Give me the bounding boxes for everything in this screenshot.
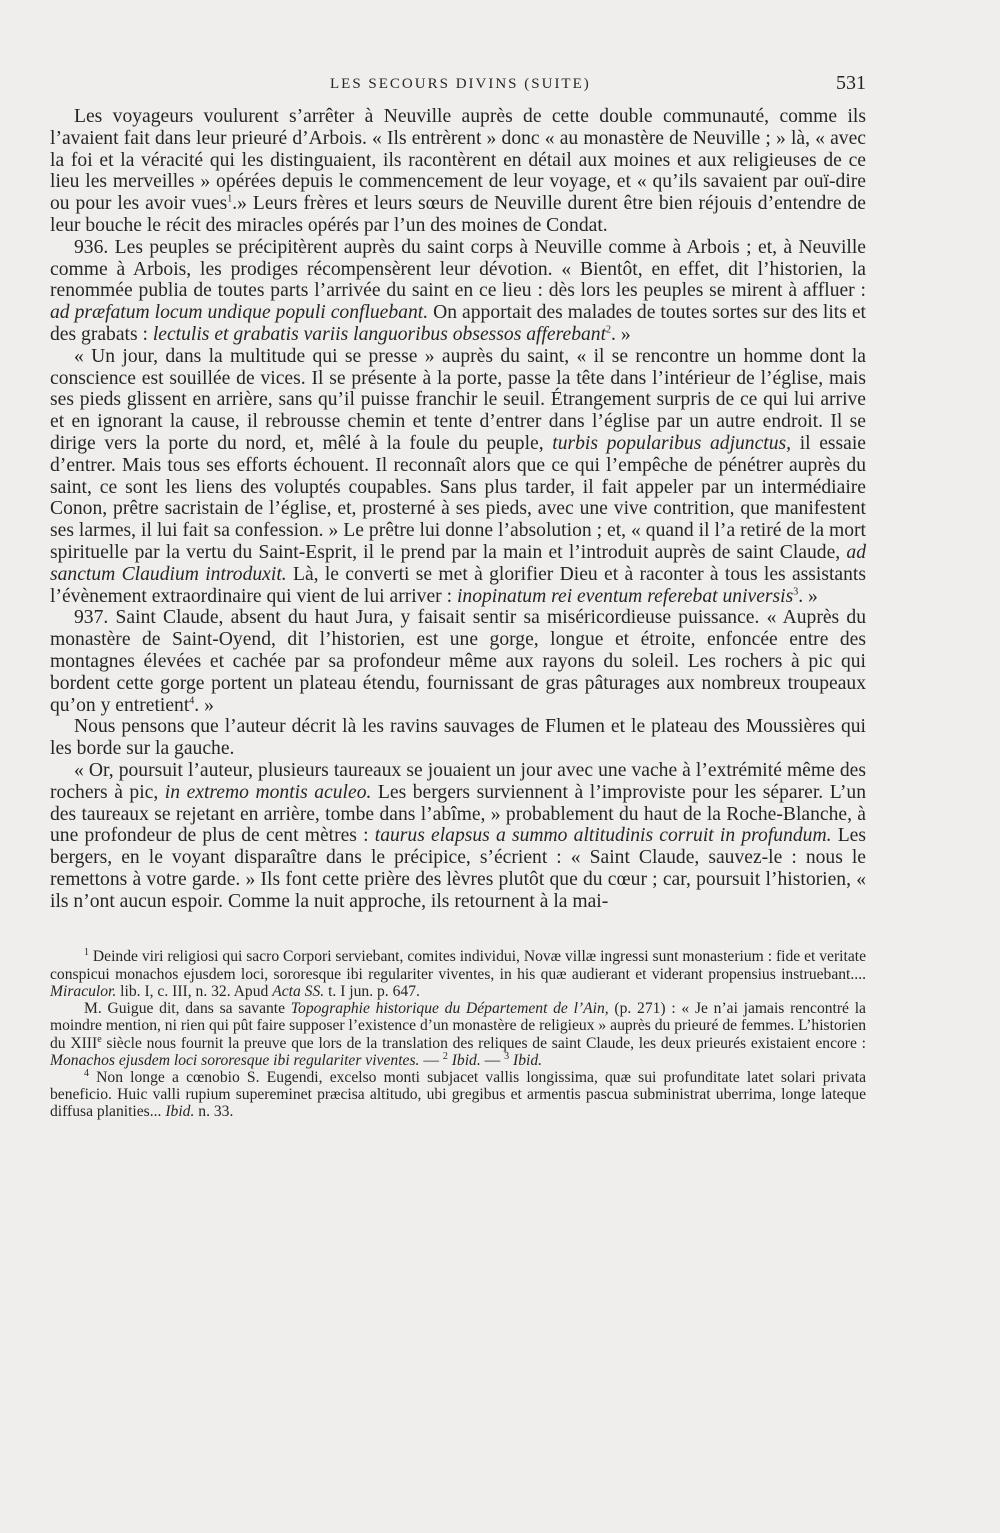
latin-quote: Ibid.: [165, 1103, 195, 1121]
footnotes: [50, 948, 866, 1120]
note-reference: 3: [504, 1050, 510, 1062]
running-head: [50, 70, 866, 106]
footnote: [50, 948, 866, 1000]
paragraph: [50, 106, 866, 237]
note-reference: 1: [227, 193, 233, 205]
text-run: Non longe a cœnobio S. Eugendi, excelso monti subjacet vallis longissima, quæ sui profunditate latet solari privata beneficio. Huic valli rupium supereminet præcisa altitudo, ubi gregibus et armentis pascua subministrat uberrima, longe lateque diffusa planities...: [50, 1068, 866, 1121]
note-reference: 2: [442, 1050, 448, 1062]
paragraph: [50, 760, 866, 913]
latin-quote: taurus elapsus a summo altitudinis corruit in profundum.: [374, 825, 832, 847]
paragraph: [50, 237, 866, 346]
text-run: Nous pensons que l’auteur décrit là les ravins sauvages de Flumen et le plateau des Moussières qui les borde sur la gauche.: [50, 716, 866, 760]
text-run: . »: [798, 585, 818, 607]
running-title: LES SECOURS DIVINS (SUITE): [330, 76, 591, 92]
text-run: Les bergers, en le voyant disparaître dans le précipice, s’écrient : « Saint Claude, sauvez-le : nous le remettons à votre garde. » Ils font cette prière des lèvres plutôt que du cœur ; car, poursuit l’historien, « ils n’ont aucun espoir. Comme la nuit approche, ils retournent à la mai-: [50, 825, 866, 912]
paragraph: [50, 607, 866, 716]
paragraph: [50, 346, 866, 608]
text-run: M. Guigue dit, dans sa savante: [84, 1000, 291, 1018]
text-run: On apportait des malades de toutes sortes sur des lits et des grabats :: [50, 302, 866, 345]
text-run: .» Leurs frères et leurs sœurs de Neuville durent être bien réjouis d’entendre de leur bouche le récit des miracles opérés par l’un des moines de Condat.: [50, 193, 866, 236]
text-run: n. 33.: [194, 1103, 234, 1121]
text-run: siècle nous fournit la preuve que lors de la translation des reliques de saint Claude, les deux prieurés existaient encore :: [101, 1034, 866, 1052]
text-run: 936. Les peuples se précipitèrent auprès du saint corps à Neuville comme à Arbois ; et, à Neuville comme à Arbois, les prodiges récompensèrent leur dévotion. « Bientôt, en effet, dit l’historien, la renommée publia de toutes parts l’arrivée du saint en ce lieu : dès lors les peuples se mirent à affluer :: [50, 236, 866, 302]
note-reference: 4: [84, 1067, 89, 1079]
text-run: —: [419, 1051, 443, 1069]
footnote: [50, 1000, 866, 1069]
text-run: il essaie d’entrer. Mais tous ses efforts échouent. Il reconnaît alors que ce qui l’empêche de pénétrer auprès du saint, ce sont les liens des voluptés coupables. Sans plus tarder, il fait appeler par un intermédiaire Conon, prêtre sacristain de l’église, et, prosterné à ses pieds, avec une vive contrition, que manifestent ses larmes, il lui fait sa confession. » Le prêtre lui donne l’absolution ; et, « quand il l’a retiré de la mort spirituelle par la vertu du Saint-Esprit, il le prend par la main et l’introduit auprès de saint Claude,: [50, 432, 867, 563]
latin-quote: ad sanctum Claudium introduxit.: [50, 541, 866, 585]
latin-quote: turbis popularibus adjunctus,: [552, 432, 792, 454]
text-run: « Or, poursuit l’auteur, plusieurs taureaux se jouaient un jour avec une vache à l’extrémité même des rochers à pic,: [50, 759, 866, 803]
latin-quote: lectulis et grabatis variis languoribus obsessos afferebant: [152, 323, 607, 345]
text-run: —: [480, 1051, 505, 1069]
latin-quote: Ibid.: [513, 1051, 543, 1069]
note-reference: 3: [793, 586, 799, 597]
latin-quote: Ibid.: [451, 1051, 481, 1069]
text-run: t. I jun. p. 647.: [324, 982, 420, 1000]
text-run: Là, le converti se met à glorifier Dieu et à raconter à tous les assistants l’évènement extraordinaire qui vient de lui arriver :: [50, 563, 866, 607]
note-reference: 4: [189, 694, 195, 706]
body-text: [50, 106, 866, 912]
latin-quote: Miraculor.: [50, 982, 117, 1000]
latin-quote: ad præfatum locum undique populi confluebant.: [50, 302, 429, 324]
text-run: « Un jour, dans la multitude qui se presse » auprès du saint, « il se rencontre un homme dont la conscience est souillée de vices. Il se présente à la porte, passe la tête dans l’intérieur de l’église, mais ses pieds glissent en arrière, sans qu’il puisse franchir le seuil. Étrangement surpris de ce qui lui arrive et en ignorant la cause, il rebrousse chemin et tente d’entrer dans l’église par un autre endroit. Il se dirige vers la porte du nord, et, mêlé à la foule du peuple,: [50, 345, 866, 454]
latin-quote: inopinatum rei eventum referebat universis: [456, 585, 794, 607]
latin-quote: Topographie historique du Département de l’Ain,: [290, 1000, 609, 1018]
text-run: lib. I, c. III, n. 32. Apud: [116, 982, 273, 1000]
text-run: Les voyageurs voulurent s’arrêter à Neuville auprès de cette double communauté, comme ils l’avaient fait dans leur prieuré d’Arbois. « Ils entrèrent » donc « au monastère de Neuville ; » là, « avec la foi et la véracité qui les distinguaient, ils racontèrent en détail aux moines et aux religieuses de ce lieu les merveilles » opérées depuis le commencement de leur voyage, et « qu’ils savaient par ouï-dire ou pour les avoir vues: [50, 106, 866, 215]
text-run: (p. 271) : « Je n’ai jamais rencontré la moindre mention, ni rien qui pût faire supposer l’existence d’un monastère de religieux » auprès du prieuré de femmes. L’historien du XIII: [50, 1000, 866, 1052]
text-run: . »: [611, 323, 631, 345]
note-reference: 1: [84, 947, 89, 959]
page-number: 531: [836, 72, 866, 94]
text-run: Deinde viri religiosi qui sacro Corpori serviebant, comites individui, Novæ villæ ingressi sunt monasterium : fide et veritate conspicui monachos ejusdem loci, sororesque ibi regulariter viventes, in his quæ audierant et viderant propensius instruebant....: [50, 948, 866, 983]
paragraph: [50, 716, 866, 760]
latin-quote: Monachos ejusdem loci sororesque ibi regulariter viventes.: [50, 1051, 420, 1069]
latin-quote: Acta SS.: [272, 982, 325, 1000]
text-run: Les bergers surviennent à l’improviste pour les séparer. L’un des taureaux se rejetant en arrière, tombe dans l’abîme, » probablement du haut de la Roche-Blanche, à une profondeur de plus de cent mètres :: [50, 781, 867, 847]
note-reference: e: [97, 1033, 102, 1045]
latin-quote: in extremo montis aculeo.: [164, 781, 372, 803]
text-run: 937. Saint Claude, absent du haut Jura, y faisait sentir sa miséricordieuse puissance. « Auprès du monastère de Saint-Oyend, dit l’historien, est une gorge, longue et étroite, enfoncée entre des montagnes élevées et cachée par sa profondeur même aux rayons du soleil. Les rochers à pic qui bordent cette gorge portent un plateau étendu, fournissant de gras pâturages aux nombreux troupeaux qu’on y entretient: [50, 607, 866, 716]
text-run: . »: [194, 694, 214, 716]
note-reference: 2: [606, 324, 612, 336]
footnote: [50, 1069, 866, 1121]
